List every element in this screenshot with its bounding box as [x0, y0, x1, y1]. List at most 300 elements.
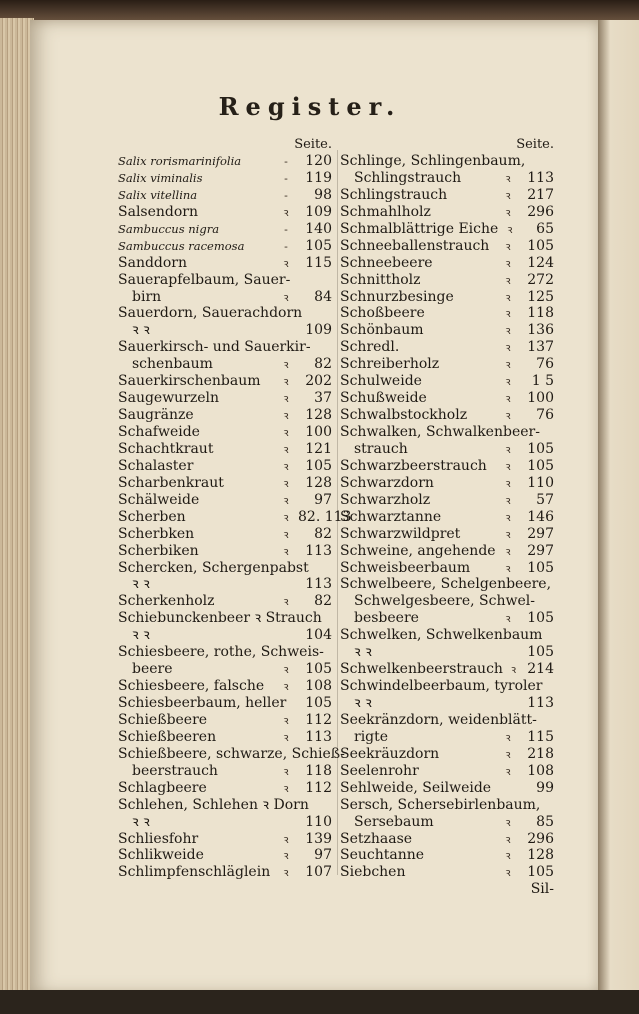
index-entry [118, 322, 332, 339]
entry-term: Schmalblättrige Eiche [340, 220, 499, 237]
index-entry [118, 780, 332, 797]
entry-term: Schnittholz [340, 271, 421, 288]
entry-page-number: 113 [527, 169, 554, 186]
index-entry [340, 424, 554, 441]
entry-term: Schneebeere [340, 254, 433, 271]
entry-page-number: 108 [305, 678, 332, 695]
index-entry [340, 712, 554, 729]
right-entry-list [340, 153, 554, 881]
entry-separator: ꝛ [283, 544, 289, 558]
entry-term: Schreiberholz [340, 356, 440, 373]
entry-term: Schwarzwildpret [340, 525, 461, 542]
entry-separator: ꝛ [283, 595, 289, 609]
entry-term: Sauerapfelbaum, Sauer- [118, 271, 291, 288]
entry-separator: ꝛ [283, 493, 289, 507]
index-entry [118, 695, 332, 712]
entry-term: beerstrauch [132, 762, 218, 779]
entry-page-number: 105 [305, 237, 332, 254]
entry-separator: ꝛ [505, 612, 511, 626]
index-entry [340, 373, 554, 390]
entry-term: beere [132, 661, 173, 678]
entry-term: Schmahlholz [340, 203, 431, 220]
entry-separator: ꝛ [283, 426, 289, 439]
entry-separator: ꝛ [283, 459, 289, 473]
entry-term: Scherbken [118, 525, 195, 542]
entry-term: Schießbeere, schwarze, Schieß- [118, 745, 345, 762]
entry-term: Schönbaum [340, 322, 424, 339]
entry-term: Sambuccus racemosa [118, 238, 245, 253]
index-entry [118, 560, 332, 577]
entry-page-number: 98 [314, 186, 332, 203]
entry-separator: ꝛ [505, 239, 511, 253]
entry-term: Sersebaum [354, 813, 434, 830]
entry-page-number: 121 [305, 440, 332, 457]
entry-page-number: 202 [305, 373, 332, 390]
index-entry [340, 695, 554, 712]
entry-separator: ꝛ [283, 358, 289, 372]
entry-separator: ꝛ [283, 409, 289, 423]
entry-term: Schwalbstockholz [340, 407, 468, 424]
index-entry [118, 424, 332, 441]
index-entry [118, 797, 332, 814]
index-entry [118, 272, 332, 289]
index-entry [340, 610, 554, 627]
entry-page-number: 124 [527, 254, 554, 271]
entry-term: rigte [354, 728, 389, 745]
index-entry [118, 508, 352, 526]
entry-page-number: 109 [305, 203, 332, 220]
index-entry [340, 356, 554, 373]
entry-term: Sambuccus nigra [118, 221, 220, 236]
entry-separator: ꝛ [283, 866, 289, 880]
index-entry [118, 831, 332, 848]
entry-term: ꝛ ꝛ [354, 644, 372, 661]
entry-page-number: 105 [527, 440, 554, 457]
entry-separator: ꝛ [505, 273, 511, 287]
entry-page-number: 118 [305, 762, 332, 779]
entry-term: ꝛ ꝛ [132, 322, 150, 339]
entry-term: Schießbeeren [118, 728, 217, 745]
entry-page-number: 136 [527, 322, 554, 339]
index-entry [118, 610, 332, 627]
entry-page-number: 1 5 [531, 373, 554, 390]
entry-term: Scherben [118, 508, 186, 525]
index-entry [118, 678, 332, 695]
index-entry [118, 255, 332, 272]
index-entry [340, 576, 554, 593]
entry-separator: ꝛ [505, 205, 511, 219]
entry-page-number: 100 [527, 390, 554, 407]
entry-separator: - [284, 171, 288, 185]
index-entry [118, 221, 332, 238]
entry-separator: ꝛ [510, 663, 517, 677]
entry-separator: ꝛ [505, 730, 511, 744]
entry-separator: ꝛ [505, 747, 511, 761]
left-column-header: Seite. [294, 137, 332, 152]
entry-page-number: 105 [305, 661, 332, 678]
index-entry [340, 390, 554, 407]
entry-page-number: 107 [305, 864, 332, 881]
entry-term: Salix viminalis [118, 170, 203, 185]
entry-separator: ꝛ [283, 832, 289, 846]
index-entry [340, 289, 554, 306]
index-entry [340, 847, 554, 864]
index-entry [118, 373, 332, 390]
index-entry [118, 238, 332, 255]
entry-separator: ꝛ [505, 527, 511, 541]
entry-page-number: 82 [314, 356, 332, 373]
entry-term: Seekräuzdorn [340, 745, 440, 762]
entry-separator: - [284, 222, 288, 236]
entry-page-number: 76 [536, 407, 554, 424]
index-entry [340, 678, 554, 695]
entry-term: Scherbiken [118, 542, 199, 559]
entry-term: Schlehen, Schlehen ꝛ Dorn [118, 796, 309, 813]
entry-term: ꝛ ꝛ [132, 813, 150, 830]
entry-term: ꝛ ꝛ [354, 695, 372, 711]
index-entry [340, 238, 554, 255]
entry-page-number: 297 [527, 525, 554, 542]
entry-separator: ꝛ [505, 815, 511, 829]
entry-term: Schwarzdorn [340, 474, 434, 491]
entry-page-number: 128 [305, 407, 332, 424]
entry-separator: ꝛ [283, 290, 289, 304]
index-entry [340, 255, 554, 272]
entry-page-number: 128 [527, 847, 554, 864]
entry-separator: ꝛ [283, 476, 289, 490]
entry-separator: ꝛ [283, 205, 289, 219]
index-entry [340, 780, 554, 797]
index-entry [340, 543, 554, 560]
entry-separator: ꝛ [283, 375, 289, 389]
entry-separator: ꝛ [283, 442, 289, 456]
entry-separator: ꝛ [505, 849, 511, 863]
entry-page-number: 119 [305, 169, 332, 186]
index-entry [118, 627, 332, 644]
entry-separator: ꝛ [505, 544, 511, 558]
entry-page-number: 105 [527, 237, 554, 254]
entry-separator: ꝛ [505, 375, 511, 389]
index-entry [118, 864, 332, 881]
bottom-edge [0, 990, 639, 1014]
entry-term: Saugränze [118, 407, 194, 424]
entry-separator: ꝛ [283, 849, 289, 863]
entry-page-number: 105 [305, 457, 332, 474]
entry-separator: ꝛ [283, 392, 289, 406]
entry-page-number: 110 [527, 474, 554, 491]
entry-page-number: 105 [527, 610, 554, 627]
entry-page-number: 112 [305, 779, 332, 796]
entry-page-number: 82. 113 [298, 508, 352, 525]
entry-term: Schlimpfenschläglein [118, 864, 271, 881]
entry-term: birn [132, 288, 162, 305]
entry-separator: ꝛ [505, 256, 511, 270]
index-entry [340, 339, 554, 356]
index-entry [118, 187, 332, 204]
entry-page-number: 120 [305, 153, 332, 169]
entry-term: Schlinge, Schlingenbaum, [340, 153, 526, 169]
entry-term: Schliesfohr [118, 830, 199, 847]
entry-term: Schneeballenstrauch [340, 237, 490, 254]
index-entry [118, 289, 332, 306]
index-entry [340, 593, 554, 610]
entry-term: Schälweide [118, 491, 200, 508]
entry-page-number: 104 [305, 627, 332, 644]
entry-page-number: 110 [305, 813, 332, 830]
entry-page-number: 105 [305, 695, 332, 711]
entry-term: Schwarzbeerstrauch [340, 457, 487, 474]
entry-term: Schredl. [340, 339, 400, 356]
index-entry [118, 475, 332, 492]
entry-term: Schalaster [118, 457, 194, 474]
entry-page-number: 115 [527, 728, 554, 745]
index-entry [118, 543, 332, 560]
entry-term: Schwalken, Schwalkenbeer- [340, 424, 540, 440]
index-entry [118, 492, 332, 509]
index-entry [118, 153, 332, 170]
entry-term: Scherkenholz [118, 593, 215, 610]
entry-term: Schwindelbeerbaum, tyroler [340, 678, 543, 695]
entry-separator: ꝛ [505, 358, 511, 372]
entry-separator: ꝛ [505, 561, 511, 575]
entry-term: Schwelkenbeerstrauch [340, 661, 503, 678]
entry-term: strauch [354, 440, 408, 457]
entry-page-number: 113 [305, 576, 332, 593]
index-entry [340, 204, 554, 221]
index-entry [118, 356, 332, 373]
entry-term: Sauerdorn, Sauerachdorn [118, 305, 303, 322]
entry-term: Schiesbeere, rothe, Schweis- [118, 644, 324, 661]
index-entry [340, 492, 554, 509]
entry-term: Schießbeere [118, 711, 208, 728]
entry-page-number: 99 [536, 779, 554, 796]
left-entry-list [118, 153, 352, 881]
index-entry [340, 644, 554, 661]
index-entry [340, 729, 554, 746]
index-entry [118, 441, 332, 458]
right-column [340, 136, 554, 898]
index-entry [340, 407, 554, 424]
left-column [118, 136, 352, 881]
index-entry [118, 305, 332, 322]
entry-page-number: 297 [527, 542, 554, 559]
entry-page-number: 137 [527, 339, 554, 356]
index-entry [340, 221, 554, 238]
entry-page-number: 112 [305, 711, 332, 728]
entry-page-number: 37 [314, 390, 332, 407]
entry-term: Sanddorn [118, 254, 188, 271]
entry-term: Schlingstrauch [340, 186, 448, 203]
entry-term: besbeere [354, 610, 419, 627]
entry-separator: ꝛ [505, 510, 511, 524]
entry-page-number: 105 [527, 559, 554, 576]
index-entry [118, 576, 332, 593]
entry-term: Schnurzbesinge [340, 288, 454, 305]
entry-separator: ꝛ [505, 459, 511, 473]
entry-separator: ꝛ [505, 341, 511, 355]
index-entry [118, 526, 332, 543]
entry-term: Scharbenkraut [118, 474, 224, 491]
index-entry [340, 170, 554, 187]
entry-page-number: 218 [527, 745, 554, 762]
entry-page-number: 57 [536, 491, 554, 508]
entry-term: Schoßbeere [340, 305, 425, 322]
entry-term: Schwelgesbeere, Schwel- [354, 593, 535, 610]
entry-separator: ꝛ [505, 493, 511, 507]
index-entry [340, 560, 554, 577]
index-entry [118, 729, 332, 746]
catchword: Sil- [530, 881, 554, 898]
entry-term: Salix vitellina [118, 187, 198, 202]
entry-separator: ꝛ [505, 442, 511, 456]
entry-separator: ꝛ [505, 832, 511, 846]
index-entry [340, 797, 554, 814]
entry-term: Schlagbeere [118, 779, 207, 796]
entry-term: Schiebunckenbeer ꝛ Strauch [118, 610, 322, 627]
entry-page-number: 100 [305, 424, 332, 440]
entry-term: Schachtkraut [118, 440, 214, 457]
entry-separator: - [284, 188, 288, 202]
entry-term: Schweine, angehende [340, 542, 496, 559]
index-entry [340, 305, 554, 322]
entry-term: Salsendorn [118, 203, 199, 220]
book-top-edge [0, 0, 639, 22]
entry-separator: ꝛ [505, 307, 511, 321]
entry-separator: ꝛ [283, 764, 289, 778]
index-entry [118, 847, 332, 864]
index-entry [340, 864, 554, 881]
entry-separator: ꝛ [505, 324, 511, 338]
entry-term: Setzhaase [340, 830, 413, 847]
entry-page-number: 140 [305, 220, 332, 237]
entry-separator: ꝛ [283, 527, 289, 541]
entry-term: Seuchtanne [340, 847, 425, 864]
entry-page-number: 105 [527, 457, 554, 474]
entry-term: ꝛ ꝛ [132, 576, 150, 593]
entry-page-number: 272 [527, 271, 554, 288]
index-entry [118, 170, 332, 187]
entry-term: schenbaum [132, 356, 213, 373]
entry-term: Siebchen [340, 864, 406, 881]
entry-term: Seekränzdorn, weidenblätt- [340, 711, 537, 728]
entry-term: Sauerkirsch- und Sauerkir- [118, 339, 311, 356]
entry-term: Schweisbeerbaum [340, 559, 471, 576]
entry-term: Schafweide [118, 424, 200, 440]
index-entry [340, 272, 554, 289]
index-entry [118, 593, 332, 610]
entry-separator: - [284, 155, 288, 168]
entry-page-number: 113 [527, 695, 554, 711]
index-entry [340, 831, 554, 848]
entry-term: Saugewurzeln [118, 390, 220, 407]
entry-term: Schlikweide [118, 847, 204, 864]
entry-term: Schlingstrauch [354, 169, 462, 186]
entry-term: Schwelbeere, Schelgenbeere, [340, 576, 552, 593]
entry-term: Schiesbeerbaum, heller [118, 695, 287, 711]
index-entry [118, 745, 345, 763]
entry-separator: ꝛ [283, 510, 289, 524]
index-entry [118, 204, 332, 221]
index-entry [340, 763, 554, 780]
index-entry [118, 814, 332, 831]
entry-separator: ꝛ [505, 476, 511, 490]
entry-page-number: 146 [527, 508, 554, 525]
entry-page-number: 113 [305, 728, 332, 745]
right-column-header: Seite. [516, 137, 554, 152]
entry-page-number: 105 [527, 864, 554, 881]
entry-page-number: 113 [305, 542, 332, 559]
index-entry [118, 339, 332, 356]
entry-separator: ꝛ [505, 188, 511, 202]
entry-term: Schiesbeere, falsche [118, 678, 265, 695]
entry-term: Seelenrohr [340, 762, 419, 779]
entry-separator: ꝛ [283, 680, 289, 694]
entry-separator: ꝛ [505, 392, 511, 406]
entry-separator: ꝛ [507, 222, 513, 236]
entry-separator: ꝛ [505, 290, 511, 304]
entry-separator: ꝛ [283, 663, 289, 677]
index-entry [340, 187, 554, 204]
entry-page-number: 97 [314, 847, 332, 864]
entry-page-number: 139 [305, 830, 332, 847]
index-entry [340, 458, 554, 475]
index-entry [118, 712, 332, 729]
entry-page-number: 82 [314, 525, 332, 542]
entry-page-number: 109 [305, 322, 332, 339]
entry-separator: ꝛ [505, 171, 511, 185]
entry-term: Schercken, Schergenpabst [118, 559, 309, 576]
index-entry [340, 509, 554, 526]
entry-term: Schulweide [340, 373, 422, 390]
entry-page-number: 296 [527, 830, 554, 847]
entry-page-number: 108 [527, 762, 554, 779]
entry-separator: - [284, 239, 288, 253]
entry-separator: ꝛ [505, 866, 511, 880]
entry-term: Schußweide [340, 390, 427, 407]
entry-term: Sauerkirschenbaum [118, 373, 261, 390]
index-entry [340, 441, 554, 458]
index-entry [118, 763, 332, 780]
entry-term: Sersch, Schersebirlenbaum, [340, 796, 541, 813]
index-entry [340, 661, 554, 678]
book-spine [0, 18, 34, 993]
entry-page-number: 296 [527, 203, 554, 220]
entry-page-number: 125 [527, 288, 554, 305]
entry-term: Sehlweide, Seilweide [340, 779, 492, 796]
entry-page-number: 65 [536, 220, 554, 237]
entry-page-number: 118 [527, 305, 554, 322]
entry-page-number: 105 [527, 644, 554, 661]
entry-separator: ꝛ [283, 781, 289, 795]
index-entry [340, 814, 554, 831]
index-entry [340, 746, 554, 763]
index-entry [118, 407, 332, 424]
facing-page-edge [598, 20, 639, 995]
page-title: Register. [218, 92, 402, 121]
index-entry [340, 526, 554, 543]
entry-term: Schwelken, Schwelkenbaum [340, 627, 543, 644]
index-entry [118, 661, 332, 678]
entry-page-number: 82 [314, 593, 332, 610]
entry-term: ꝛ ꝛ [132, 627, 150, 644]
entry-page-number: 85 [536, 813, 554, 830]
index-entry [340, 627, 554, 644]
index-entry [340, 153, 554, 170]
index-entry [118, 458, 332, 475]
entry-separator: ꝛ [505, 764, 511, 778]
entry-page-number: 214 [527, 661, 554, 678]
entry-page-number: 217 [527, 186, 554, 203]
